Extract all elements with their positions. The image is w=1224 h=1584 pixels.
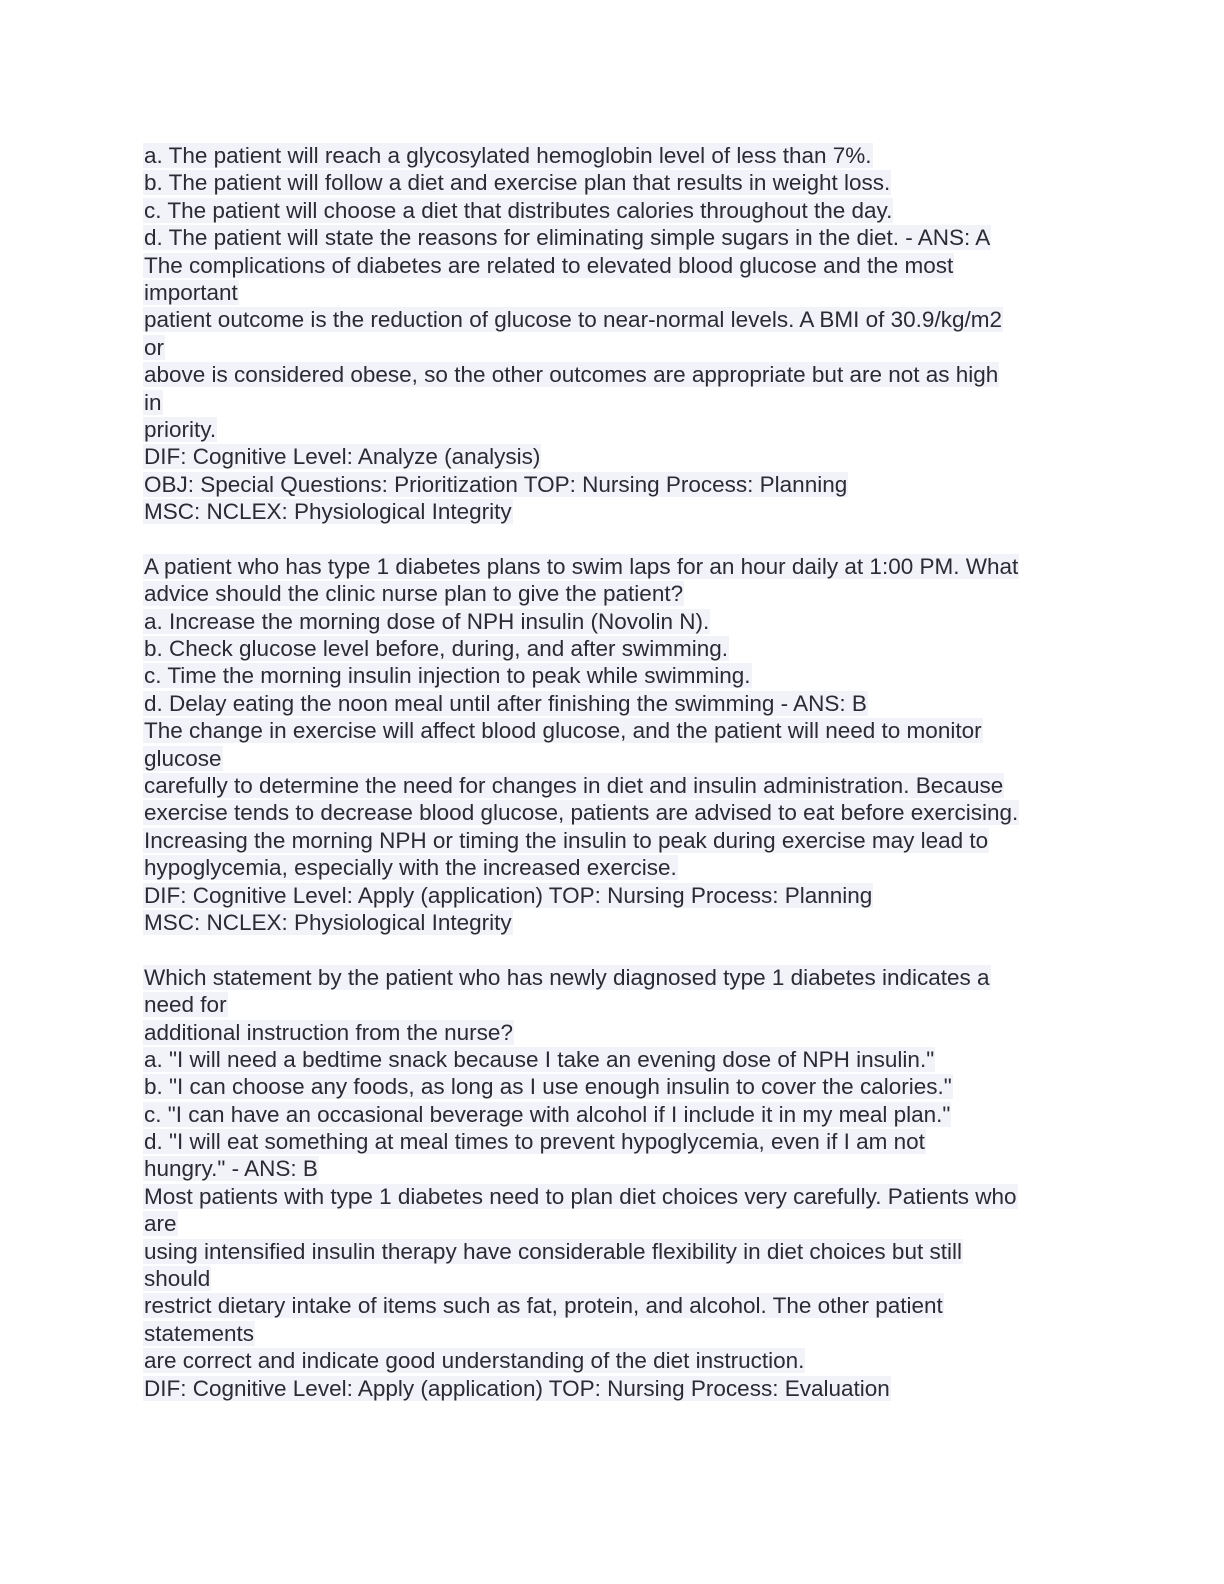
text-line: The change in exercise will affect blood glucose, and the patient will need to monitor [144, 718, 982, 744]
text-line: a. The patient will reach a glycosylated hemoglobin level of less than 7%. [144, 143, 872, 168]
text-line: DIF: Cognitive Level: Apply (application) TOP: Nursing Process: Evaluation [144, 1375, 890, 1401]
text-line: d. The patient will state the reasons for eliminating simple sugars in the diet. - ANS: A [144, 225, 991, 251]
text-line: above is considered obese, so the other outcomes are appropriate but are not as high [144, 362, 999, 388]
text-line: d. Delay eating the noon meal until after finishing the swimming - ANS: B [144, 690, 867, 716]
text-line: should [144, 1266, 211, 1292]
text-line: DIF: Cognitive Level: Analyze (analysis) [144, 444, 541, 470]
text-line: c. Time the morning insulin injection to peak while swimming. [144, 663, 751, 689]
text-line: MSC: NCLEX: Physiological Integrity [144, 499, 512, 525]
text-line: restrict dietary intake of items such as fat, protein, and alcohol. The other patient [144, 1293, 943, 1319]
text-line: The complications of diabetes are related to elevated blood glucose and the most [144, 252, 954, 278]
text-line: d. "I will eat something at meal times to prevent hypoglycemia, even if I am not [144, 1129, 925, 1155]
text-line: OBJ: Special Questions: Prioritization TOP: Nursing Process: Planning [144, 471, 848, 497]
text-line: using intensified insulin therapy have considerable flexibility in diet choices but still [144, 1238, 962, 1264]
text-line: important [144, 279, 238, 305]
text-line: A patient who has type 1 diabetes plans to swim laps for an hour daily at 1:00 PM. What [144, 553, 1019, 579]
text-line: DIF: Cognitive Level: Apply (application) TOP: Nursing Process: Planning [144, 882, 873, 908]
text-line: b. The patient will follow a diet and exercise plan that results in weight loss. [144, 170, 891, 196]
section-spacer [143, 525, 1083, 552]
question-block-3 [143, 964, 1083, 1402]
text-line: are correct and indicate good understanding of the diet instruction. [144, 1348, 805, 1374]
question-block-1 [143, 142, 1083, 525]
text-line: Most patients with type 1 diabetes need to plan diet choices very carefully. Patients who [144, 1183, 1017, 1209]
text-line: exercise tends to decrease blood glucose, patients are advised to eat before exercising. [144, 800, 1019, 826]
text-line: glucose [144, 745, 222, 771]
text-line: priority. [144, 416, 217, 442]
text-line: a. "I will need a bedtime snack because I take an evening dose of NPH insulin." [144, 1046, 935, 1072]
text-line: b. Check glucose level before, during, and after swimming. [144, 636, 729, 662]
text-line: or [144, 334, 165, 360]
text-line: a. Increase the morning dose of NPH insulin (Novolin N). [144, 608, 710, 634]
text-line: Increasing the morning NPH or timing the insulin to peak during exercise may lead to [144, 827, 989, 853]
text-line: c. "I can have an occasional beverage with alcohol if I include it in my meal plan." [144, 1101, 951, 1127]
text-line: advice should the clinic nurse plan to give the patient? [144, 581, 684, 607]
text-line: need for [144, 992, 227, 1018]
question-block-2 [143, 553, 1083, 936]
text-line: patient outcome is the reduction of glucose to near-normal levels. A BMI of 30.9/kg/m2 [144, 307, 1002, 333]
text-line: MSC: NCLEX: Physiological Integrity [144, 909, 512, 935]
section-spacer [143, 936, 1083, 963]
document-body [143, 142, 1083, 1402]
text-line: hypoglycemia, especially with the increased exercise. [144, 855, 677, 881]
text-line: c. The patient will choose a diet that distributes calories throughout the day. [144, 197, 893, 223]
text-line: in [144, 389, 162, 415]
text-line: hungry." - ANS: B [144, 1156, 318, 1182]
text-line: Which statement by the patient who has newly diagnosed type 1 diabetes indicates a [144, 964, 990, 990]
text-line: are [144, 1211, 177, 1237]
text-line: statements [144, 1320, 255, 1346]
text-line: b. "I can choose any foods, as long as I use enough insulin to cover the calories." [144, 1074, 952, 1100]
text-line: additional instruction from the nurse? [144, 1019, 513, 1045]
text-line: carefully to determine the need for changes in diet and insulin administration. Because [144, 772, 1004, 798]
